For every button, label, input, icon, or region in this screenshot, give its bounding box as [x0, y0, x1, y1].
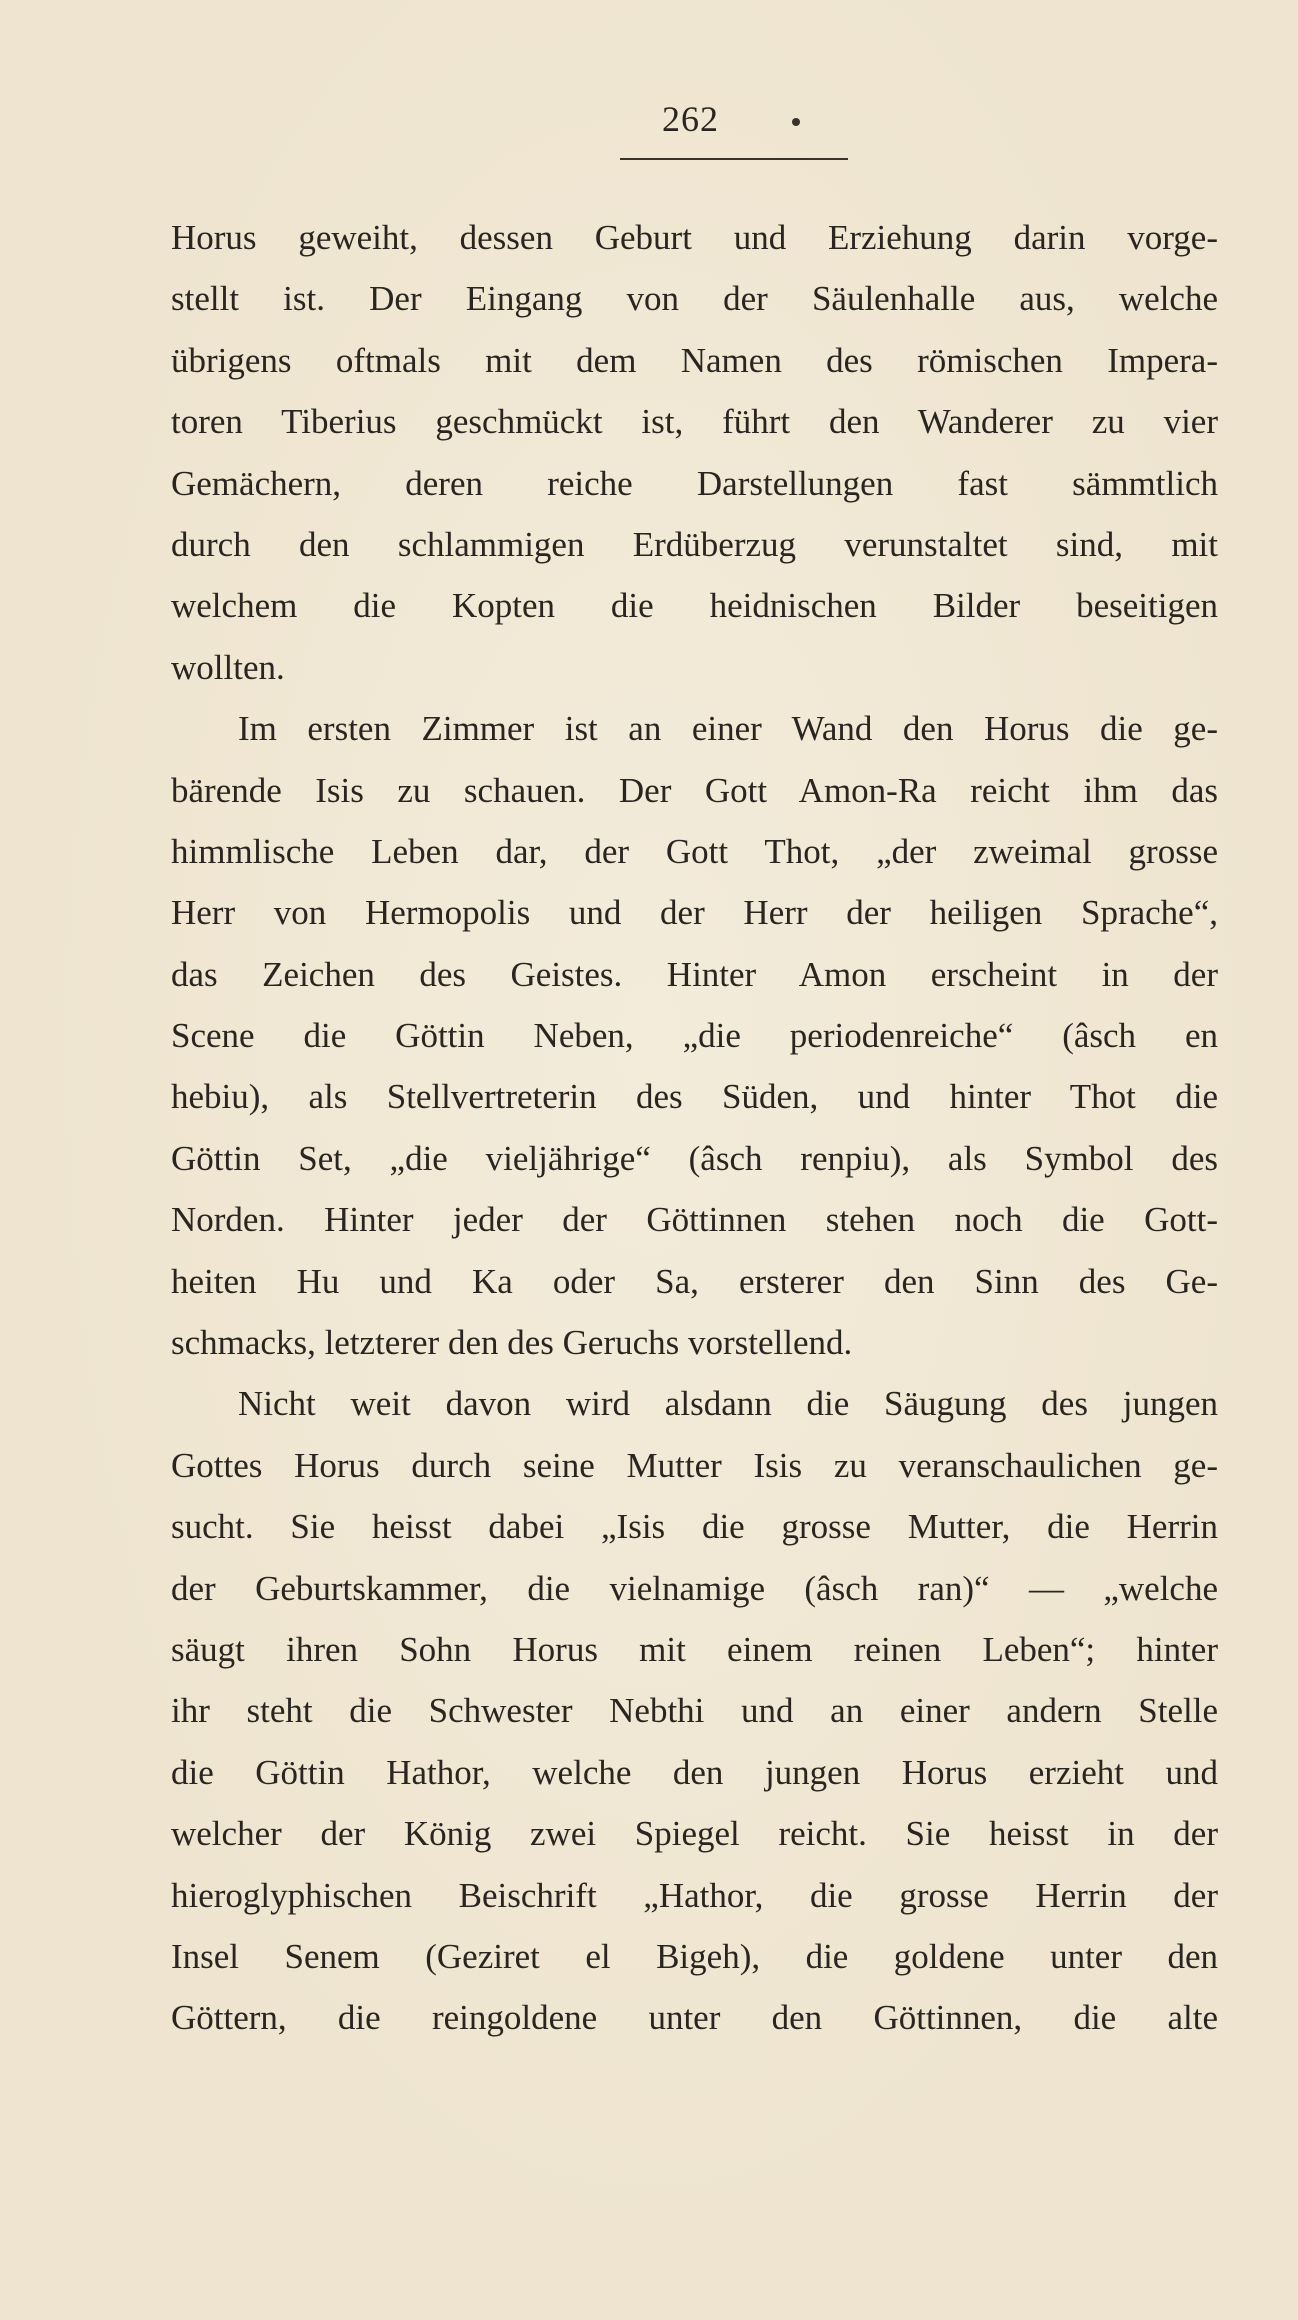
- text-line: Gemächern, deren reiche Darstellungen fast sämmtlich: [171, 463, 1218, 503]
- text-line: Göttin Set, „die vieljährige“ (âsch renpiu), als Symbol des: [171, 1138, 1218, 1178]
- text-line: Im ersten Zimmer ist an einer Wand den Horus die ge-: [238, 709, 1218, 749]
- text-line: heiten Hu und Ka oder Sa, ersterer den Sinn des Ge-: [171, 1261, 1218, 1301]
- header-rule: [620, 158, 848, 160]
- text-line: schmacks, letzterer den des Geruchs vorstellend.: [171, 1323, 853, 1363]
- text-line: toren Tiberius geschmückt ist, führt den Wanderer zu vier: [171, 402, 1218, 442]
- text-line: hieroglyphischen Beischrift „Hathor, die grosse Herrin der: [171, 1875, 1218, 1915]
- text-line: das Zeichen des Geistes. Hinter Amon erscheint in der: [171, 954, 1218, 994]
- page-mark-dot: [792, 118, 800, 126]
- text-line: welcher der König zwei Spiegel reicht. Sie heisst in der: [171, 1814, 1218, 1854]
- text-line: Insel Senem (Geziret el Bigeh), die goldene unter den: [171, 1936, 1218, 1976]
- text-line: Gottes Horus durch seine Mutter Isis zu veranschaulichen ge-: [171, 1445, 1218, 1485]
- text-line: der Geburtskammer, die vielnamige (âsch ran)“ — „welche: [171, 1568, 1218, 1608]
- text-line: Scene die Göttin Neben, „die periodenreiche“ (âsch en: [171, 1016, 1218, 1056]
- text-line: wollten.: [171, 647, 285, 687]
- text-line: bärende Isis zu schauen. Der Gott Amon-Ra reicht ihm das: [171, 770, 1218, 810]
- text-line: welchem die Kopten die heidnischen Bilder beseitigen: [171, 586, 1218, 626]
- text-line: Horus geweiht, dessen Geburt und Erziehung darin vorge-: [171, 218, 1218, 257]
- text-line: hebiu), als Stellvertreterin des Süden, und hinter Thot die: [171, 1077, 1218, 1117]
- text-line: ihr steht die Schwester Nebthi und an einer andern Stelle: [171, 1691, 1218, 1731]
- text-line: Norden. Hinter jeder der Göttinnen stehen noch die Gott-: [171, 1200, 1218, 1240]
- text-line: übrigens oftmals mit dem Namen des römischen Impera-: [171, 340, 1218, 380]
- text-line: Göttern, die reingoldene unter den Göttinnen, die alte: [171, 1998, 1218, 2038]
- text-line: säugt ihren Sohn Horus mit einem reinen Leben“; hinter: [171, 1629, 1218, 1669]
- text-line: himmlische Leben dar, der Gott Thot, „der zweimal grosse: [171, 831, 1218, 871]
- text-line: Nicht weit davon wird alsdann die Säugung des jungen: [238, 1384, 1218, 1424]
- text-line: durch den schlammigen Erdüberzug verunstaltet sind, mit: [171, 524, 1218, 564]
- text-line: stellt ist. Der Eingang von der Säulenhalle aus, welche: [171, 279, 1218, 319]
- body-text: [171, 207, 1218, 2049]
- text-line: die Göttin Hathor, welche den jungen Horus erzieht und: [171, 1752, 1218, 1792]
- text-line: sucht. Sie heisst dabei „Isis die grosse Mutter, die Herrin: [171, 1507, 1218, 1547]
- page-number: 262: [662, 99, 719, 139]
- text-line: Herr von Hermopolis und der Herr der heiligen Sprache“,: [171, 893, 1218, 933]
